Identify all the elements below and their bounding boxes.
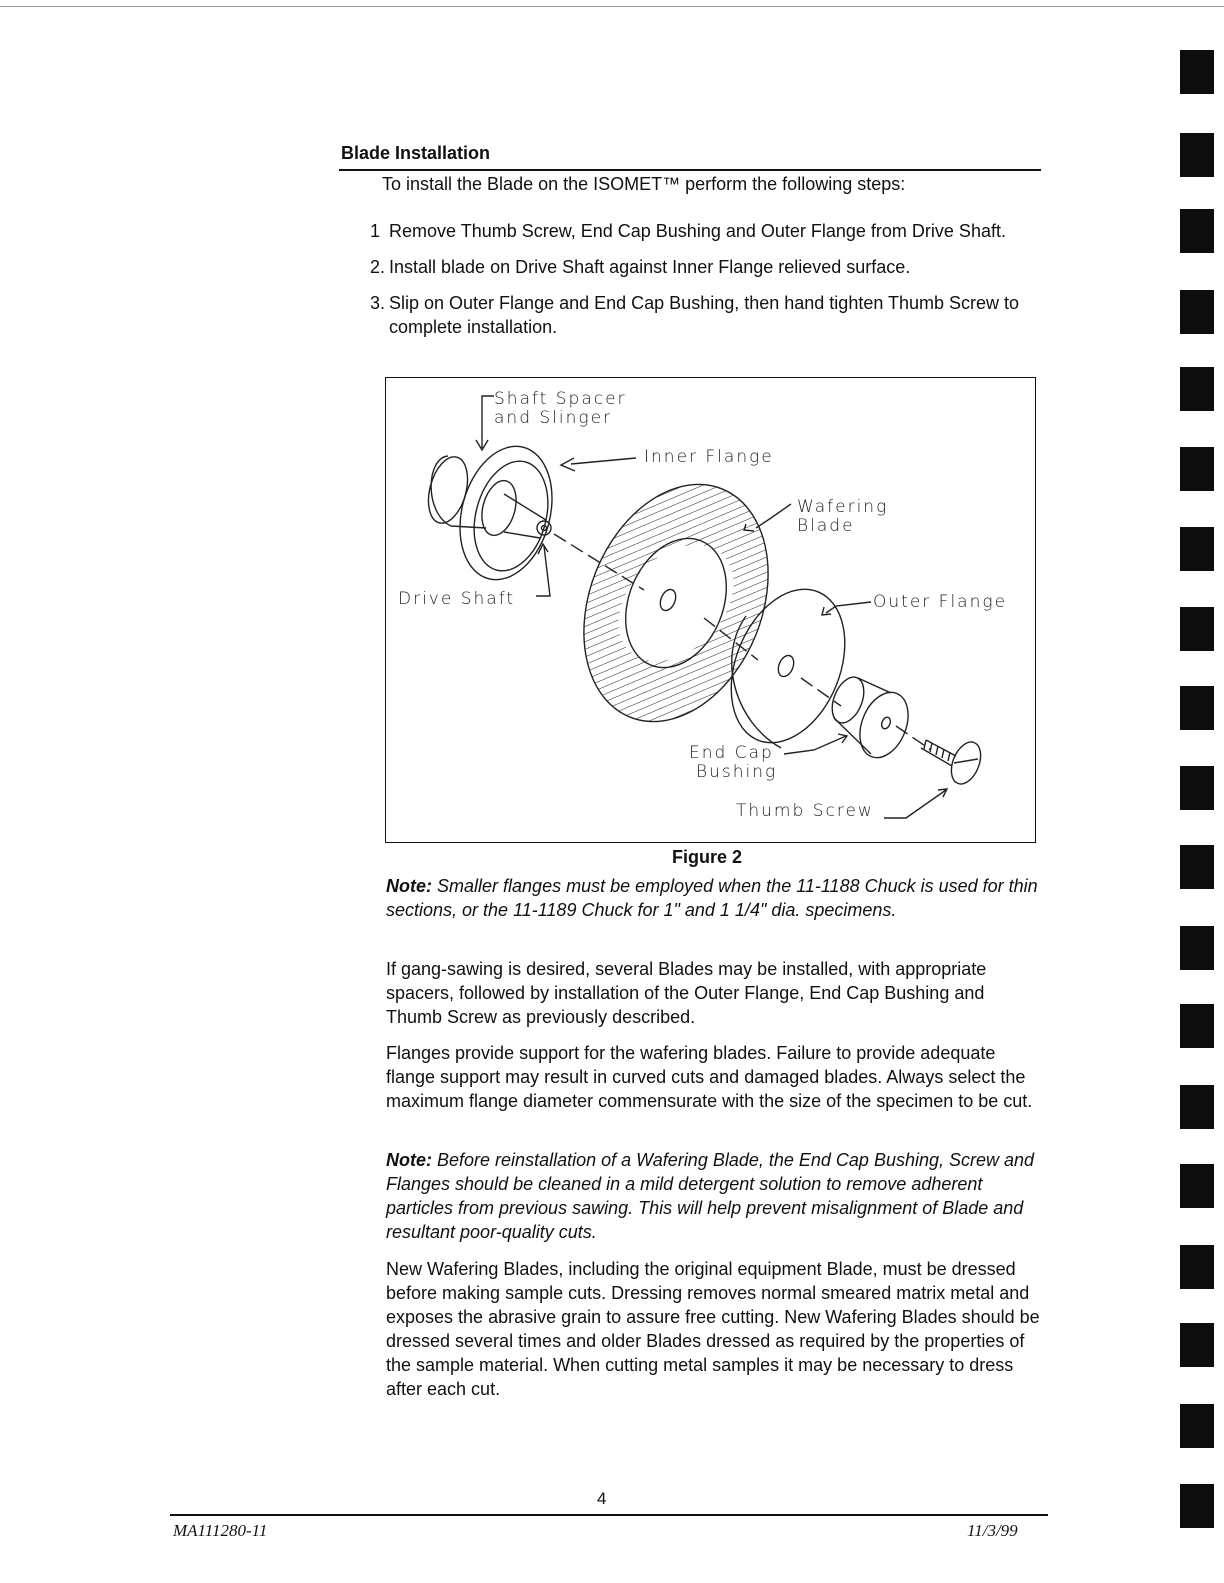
binding-hole bbox=[1180, 766, 1214, 810]
binding-hole bbox=[1180, 1245, 1214, 1289]
binding-hole bbox=[1180, 50, 1214, 94]
paragraph-dressing: New Wafering Blades, including the original equipment Blade, must be dressed before making sample cuts. Dressing removes normal smeared matrix metal and exposes the abrasive grain to assure free cutting. New Wafering Blades should be dressed several times and older Blades dressed as required by the properties of the sample material. When cutting metal samples it may be necessary to dress after each cut. bbox=[386, 1259, 1040, 1399]
paragraph-gang-sawing: If gang-sawing is desired, several Blades may be installed, with appropriate spacers, followed by installation of the Outer Flange, End Cap Bushing and Thumb Screw as previously described. bbox=[386, 959, 987, 1027]
paragraph-flanges: Flanges provide support for the wafering blades. Failure to provide adequate flange support may result in curved cuts and damaged blades. Always select the maximum flange diameter commensurate with the size of the specimen to be cut. bbox=[386, 1043, 1033, 1111]
steps-list bbox=[370, 219, 1035, 351]
note-thin-sections bbox=[386, 874, 1041, 922]
label-wafering-blade: Wafering bbox=[797, 497, 889, 517]
figure-2 bbox=[385, 377, 1036, 843]
binding-hole bbox=[1180, 1484, 1214, 1528]
note-label: Note: bbox=[386, 876, 432, 896]
binding-hole bbox=[1180, 447, 1214, 491]
note-body: Smaller flanges must be employed when the 11-1188 Chuck is used for thin sections, or the 11-1189 Chuck for 1" and 1 1/4" dia. specimens. bbox=[386, 876, 1038, 920]
label-inner-flange: Inner Flange bbox=[644, 447, 774, 467]
binding-hole bbox=[1180, 1164, 1214, 1208]
binding-hole bbox=[1180, 845, 1214, 889]
step-number: 1 bbox=[370, 221, 381, 241]
top-rule bbox=[0, 6, 1224, 7]
step-item bbox=[370, 255, 1035, 279]
binding-hole bbox=[1180, 367, 1214, 411]
note-label: Note: bbox=[386, 1150, 432, 1170]
binding-hole bbox=[1180, 607, 1214, 651]
step-item bbox=[370, 291, 1035, 339]
label-end-cap-2: Bushing bbox=[696, 762, 778, 782]
note-body: Before reinstallation of a Wafering Blade, the End Cap Bushing, Screw and Flanges should be cleaned in a mild detergent solution to remove adherent particles from previous sawing. This will help prevent misalignment of Blade and resultant poor-quality cuts. bbox=[386, 1150, 1035, 1242]
binding-hole bbox=[1180, 1404, 1214, 1448]
step-item bbox=[370, 219, 1035, 243]
binding-hole bbox=[1180, 527, 1214, 571]
step-text: Remove Thumb Screw, End Cap Bushing and Outer Flange from Drive Shaft. bbox=[389, 221, 1006, 241]
binding-hole bbox=[1180, 290, 1214, 334]
step-text: Install blade on Drive Shaft against Inner Flange relieved surface. bbox=[389, 257, 911, 277]
label-wafering-blade-2: Blade bbox=[797, 516, 855, 536]
footer-rule bbox=[170, 1514, 1048, 1516]
note-reinstallation bbox=[386, 1148, 1041, 1244]
binding-holes bbox=[1180, 0, 1224, 1583]
binding-hole bbox=[1180, 1323, 1214, 1367]
label-outer-flange: Outer Flange bbox=[873, 592, 1008, 612]
binding-hole bbox=[1180, 1004, 1214, 1048]
inner-flange bbox=[446, 436, 566, 590]
document-id: MA111280-11 bbox=[173, 1521, 268, 1540]
section-rule bbox=[339, 169, 1041, 171]
intro-text: To install the Blade on the ISOMET™ perform the following steps: bbox=[382, 174, 906, 194]
figure-caption: Figure 2 bbox=[672, 847, 743, 867]
binding-hole bbox=[1180, 133, 1214, 177]
binding-hole bbox=[1180, 209, 1214, 253]
wafering-blade bbox=[550, 457, 802, 750]
label-shaft-spacer: Shaft Spacer bbox=[494, 389, 627, 409]
label-drive-shaft: Drive Shaft bbox=[398, 589, 516, 609]
binding-hole bbox=[1180, 686, 1214, 730]
step-number: 3. bbox=[370, 293, 386, 313]
binding-hole bbox=[1180, 926, 1214, 970]
document-date: 11/3/99 bbox=[967, 1521, 1018, 1540]
section-title: Blade Installation bbox=[341, 143, 491, 163]
label-end-cap: End Cap bbox=[689, 743, 774, 763]
step-number: 2. bbox=[370, 257, 386, 277]
thumb-screw bbox=[921, 740, 956, 766]
label-thumb-screw: Thumb Screw bbox=[736, 801, 874, 821]
drive-shaft bbox=[504, 494, 546, 538]
binding-hole bbox=[1180, 1085, 1214, 1129]
page-number: 4 bbox=[597, 1489, 607, 1508]
label-shaft-spacer-2: and Slinger bbox=[494, 408, 613, 428]
step-text: Slip on Outer Flange and End Cap Bushing, then hand tighten Thumb Screw to complete installation. bbox=[389, 293, 1020, 337]
